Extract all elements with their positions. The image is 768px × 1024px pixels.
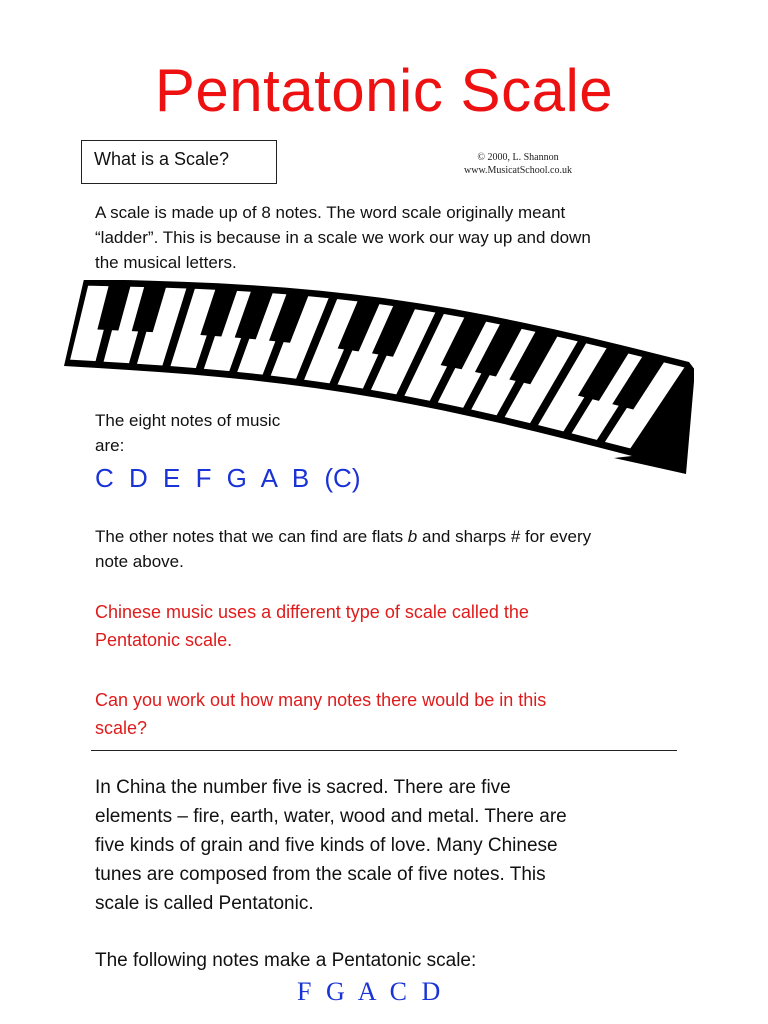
red-line: Chinese music uses a different type of scale called the xyxy=(95,602,529,622)
divider xyxy=(91,750,677,751)
credit-copyright: © 2000, L. Shannon xyxy=(477,152,559,163)
red-line: Can you work out how many notes there would be in this xyxy=(95,690,547,710)
intro-line: A scale is made up of 8 notes. The word scale originally meant xyxy=(95,203,566,222)
china-line: scale is called Pentatonic. xyxy=(95,893,314,914)
other-notes-text: and sharps # for every xyxy=(417,527,592,546)
question-paragraph xyxy=(95,686,546,742)
pentatonic-notes: F G A C D xyxy=(297,977,441,1006)
intro-paragraph xyxy=(95,200,591,275)
china-line: five kinds of grain and five kinds of love. Many Chinese xyxy=(95,835,558,856)
china-line: tunes are composed from the scale of five notes. This xyxy=(95,864,546,885)
chinese-music-paragraph xyxy=(95,598,529,654)
credit-website: www.MusicatSchool.co.uk xyxy=(464,165,572,176)
eight-notes: C D E F G A B (C) xyxy=(95,463,361,493)
following-text: The following notes make a Pentatonic scale: xyxy=(95,950,477,971)
china-line: elements – fire, earth, water, wood and metal. There are xyxy=(95,806,567,827)
other-notes-paragraph xyxy=(95,524,591,574)
eight-notes-label-line: are: xyxy=(95,436,125,455)
eight-notes-label xyxy=(95,408,280,458)
credit xyxy=(420,151,616,177)
section-box xyxy=(81,140,277,184)
china-paragraph xyxy=(95,773,567,918)
intro-line: “ladder”. This is because in a scale we work our way up and down xyxy=(95,228,591,247)
intro-line: the musical letters. xyxy=(95,253,237,272)
section-box-label: What is a Scale? xyxy=(94,149,230,169)
other-notes-line: note above. xyxy=(95,552,184,571)
other-notes-text: The other notes that we can find are flats xyxy=(95,527,408,546)
china-line: In China the number five is sacred. There are five xyxy=(95,777,511,798)
red-line: scale? xyxy=(95,718,148,738)
page-title: Pentatonic Scale xyxy=(154,57,614,124)
eight-notes-label-line: The eight notes of music xyxy=(95,411,281,430)
other-notes-line xyxy=(95,524,591,549)
red-line: Pentatonic scale. xyxy=(95,630,233,650)
flat-symbol: b xyxy=(407,527,418,546)
